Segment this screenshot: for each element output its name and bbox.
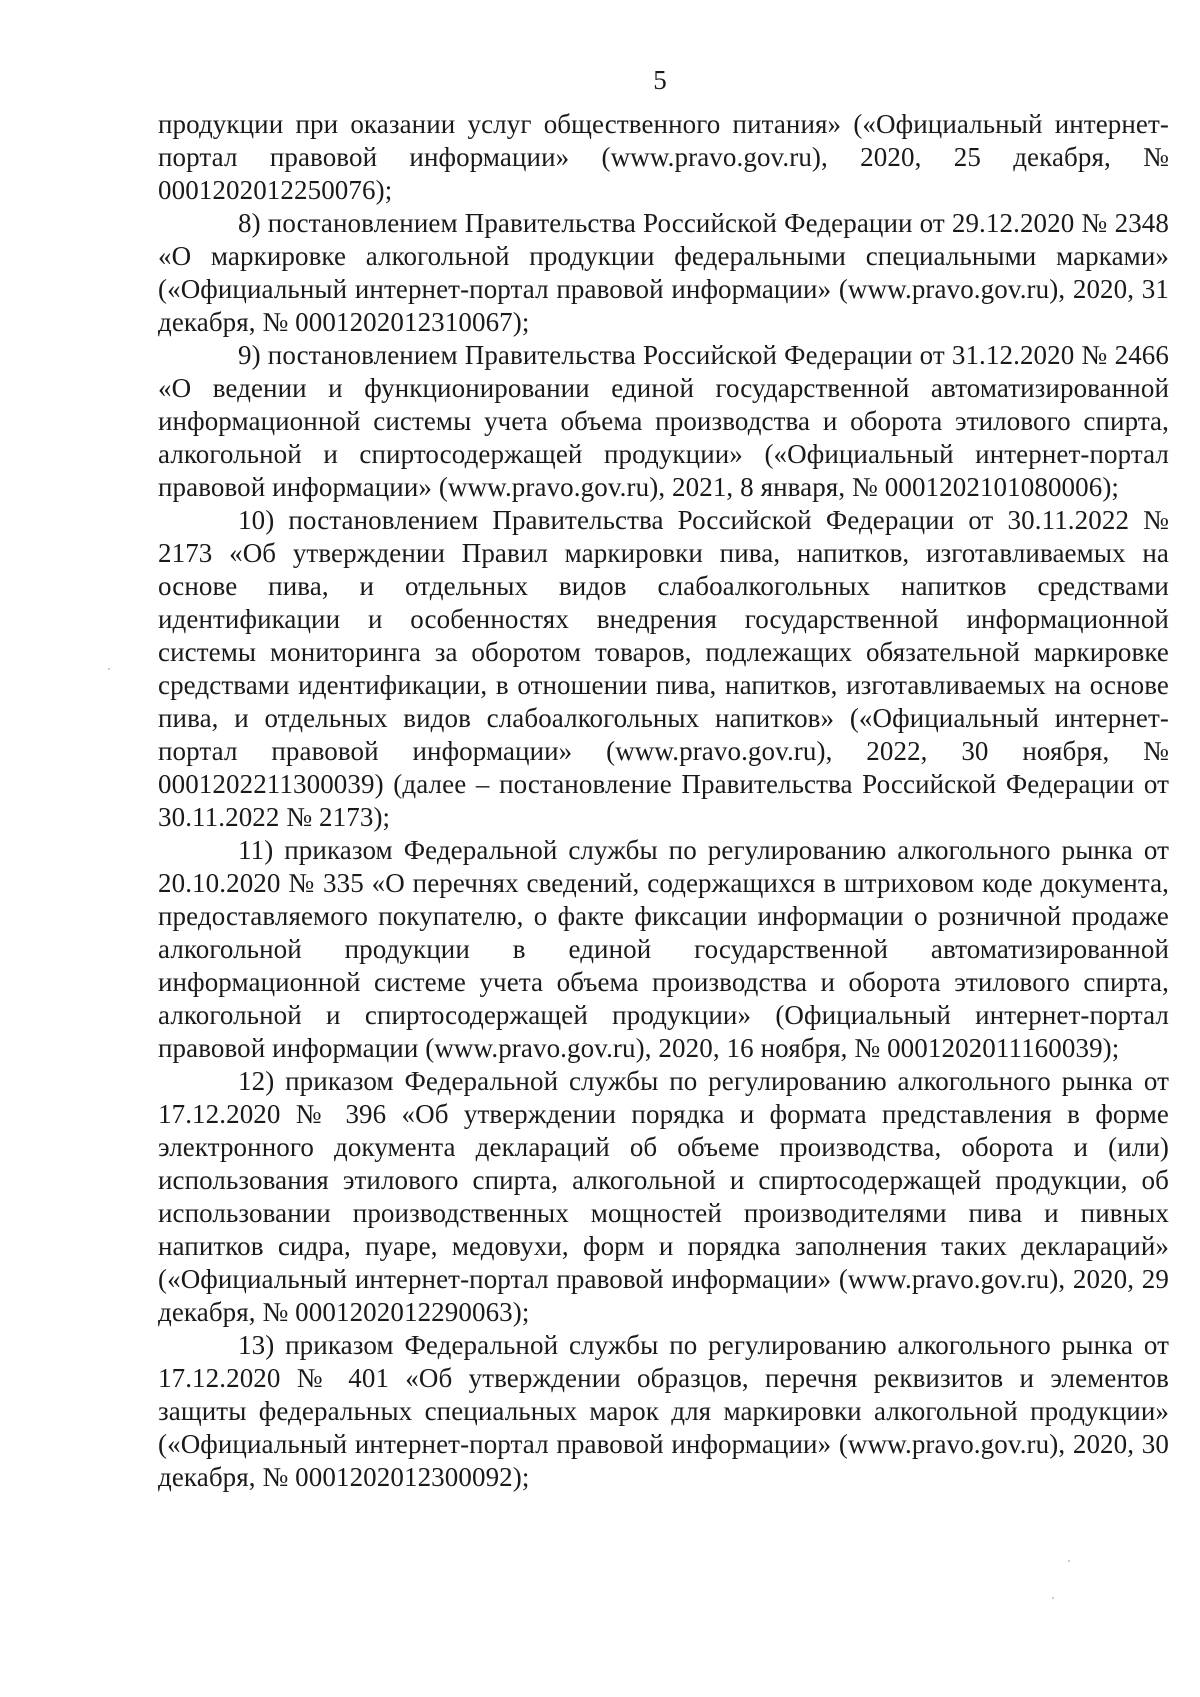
list-item-8: 8) постановлением Правительства Российской Федерации от 29.12.2020 № 2348 «О маркировке алкогольной продукции федеральными специальными марками» («Официальный интернет-портал правовой информации» (www.pravo.gov.ru), 2020, 31 декабря, № 0001202012310067); <box>158 208 1169 337</box>
scan-speck <box>1052 1597 1054 1599</box>
list-item-11: 11) приказом Федеральной службы по регулированию алкогольного рынка от 20.10.2020 № 335 «О перечнях сведений, содержащихся в штриховом коде документа, предоставляемого покупателю, о факте фиксации информации о розничной продаже алкогольной продукции в единой государственной автоматизированной информационной системе учета объема производства и оборота этилового спирта, алкогольной и спиртосодержащей продукции» (Официальный интернет-портал правовой информации (www.pravo.gov.ru), 2020, 16 ноября, № 0001202011160039); <box>158 835 1169 1063</box>
list-item-12: 12) приказом Федеральной службы по регулированию алкогольного рынка от 17.12.2020 № 396 «Об утверждении порядка и формата представления в форме электронного документа деклараций об объеме производства, оборота и (или) использования этилового спирта, алкогольной и спиртосодержащей продукции, об использовании производственных мощностей производителями пива и пивных напитков сидра, пуаре, медовухи, форм и порядка заполнения таких деклараций» («Официальный интернет-портал правовой информации» (www.pravo.gov.ru), 2020, 29 декабря, № 0001202012290063); <box>158 1066 1169 1327</box>
list-item-10: 10) постановлением Правительства Российской Федерации от 30.11.2022 № 2173 «Об утверждении Правил маркировки пива, напитков, изготавливаемых на основе пива, и отдельных видов слабоалкогольных напитков средствами идентификации и особенностях внедрения государственной информационной системы мониторинга за оборотом товаров, подлежащих обязательной маркировке средствами идентификации, в отношении пива, напитков, изготавливаемых на основе пива, и отдельных видов слабоалкогольных напитков» («Официальный интернет-портал правовой информации» (www.pravo.gov.ru), 2022, 30 ноября, № 0001202211300039) (далее – постановление Правительства Российской Федерации от 30.11.2022 № 2173); <box>158 505 1169 832</box>
scan-speck <box>1068 1560 1070 1562</box>
page-number: 5 <box>653 65 667 95</box>
document-body <box>158 108 1169 1494</box>
list-item-9: 9) постановлением Правительства Российской Федерации от 31.12.2020 № 2466 «О ведении и функционировании единой государственной автоматизированной информационной системы учета объема производства и оборота этилового спирта, алкогольной и спиртосодержащей продукции» («Официальный интернет-портал правовой информации» (www.pravo.gov.ru), 2021, 8 января, № 0001202101080006); <box>158 340 1169 502</box>
paragraph-continuation: продукции при оказании услуг общественного питания» («Официальный интернет-портал правовой информации» (www.pravo.gov.ru), 2020, 25 декабря, № 0001202012250076); <box>158 109 1169 205</box>
list-item-13: 13) приказом Федеральной службы по регулированию алкогольного рынка от 17.12.2020 № 401 «Об утверждении образцов, перечня реквизитов и элементов защиты федеральных специальных марок для маркировки алкогольной продукции» («Официальный интернет-портал правовой информации» (www.pravo.gov.ru), 2020, 30 декабря, № 0001202012300092); <box>158 1330 1169 1492</box>
scan-speck <box>108 668 110 670</box>
